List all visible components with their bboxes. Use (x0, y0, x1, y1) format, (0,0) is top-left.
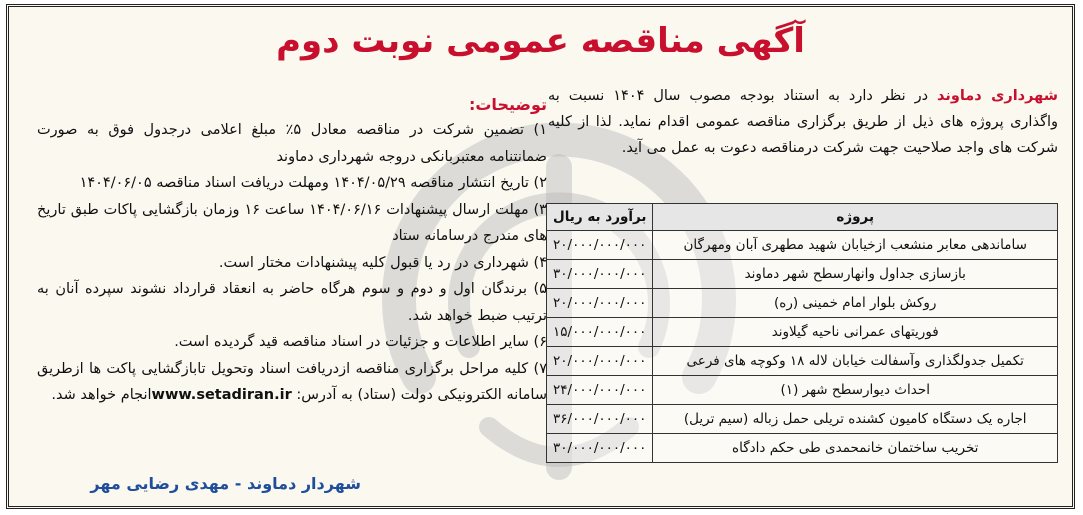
table-row (547, 231, 1058, 260)
project-name: بازسازی جداول وانهارسطح شهر دماوند (653, 260, 1058, 289)
table-row (547, 405, 1058, 434)
notes-column (37, 93, 547, 409)
intro-text: در نظر دارد به استناد بودجه مصوب سال ۱۴۰۴ نسبت به واگذاری پروژه های ذیل از طریق برگزاری مناقصه عمومی اقدام نماید. لذا از کلیه شرکت های واجد صلاحیت جهت شرکت درمناقصه دعوت به عمل می آید. (548, 88, 1058, 156)
signature: شهردار دماوند - مهدی رضایی مهر (90, 474, 361, 493)
header-project: پروژه (653, 204, 1058, 231)
project-name: روکش بلوار امام خمینی (ره) (653, 289, 1058, 318)
intro-paragraph (548, 83, 1058, 161)
project-amount: ۲۴/۰۰۰/۰۰۰/۰۰۰ (547, 376, 653, 405)
note-7-text: ۷) کلیه مراحل برگزاری مناقصه ازدریافت اسناد وتحویل تابازگشایی پاکت ها ازطریق سامانه الکترونیکی دولت (ستاد) به آدرس: (37, 360, 547, 403)
project-name: اجاره یک دستگاه کامیون کشنده تریلی حمل زباله (سیم تریل) (653, 405, 1058, 434)
intro-column (548, 83, 1058, 161)
table-row (547, 347, 1058, 376)
setadiran-url: www.setadiran.ir (151, 387, 292, 403)
header-estimate: برآورد به ریال (547, 204, 653, 231)
notice-title: آگهی مناقصه عمومی نوبت دوم (276, 21, 805, 61)
project-amount: ۳۶/۰۰۰/۰۰۰/۰۰۰ (547, 405, 653, 434)
note-item: ۳) مهلت ارسال پیشنهادات ۱۴۰۴/۰۶/۱۶ ساعت ۱۶ وزمان بازگشایی پاکات طبق تاریخ های مندرج درسامانه ستاد (37, 201, 547, 244)
table-header-row (547, 204, 1058, 231)
project-amount: ۳۰/۰۰۰/۰۰۰/۰۰۰ (547, 434, 653, 463)
project-name: احداث دیوارسطح شهر (۱) (653, 376, 1058, 405)
project-name: تکمیل جدولگذاری وآسفالت خیابان لاله ۱۸ وکوچه های فرعی (653, 347, 1058, 376)
table-row (547, 318, 1058, 347)
municipality-name: شهرداری دماوند (937, 88, 1058, 104)
table-row (547, 260, 1058, 289)
project-amount: ۱۵/۰۰۰/۰۰۰/۰۰۰ (547, 318, 653, 347)
table-row (547, 376, 1058, 405)
note-item: ۱) تضمین شرکت در مناقصه معادل ۵٪ مبلغ اعلامی درجدول فوق به صورت ضمانتنامه معتبربانکی دروجه شهرداری دماوند (37, 122, 547, 165)
table-row (547, 434, 1058, 463)
project-name: فوریتهای عمرانی ناحیه گیلاوند (653, 318, 1058, 347)
project-amount: ۳۰/۰۰۰/۰۰۰/۰۰۰ (547, 260, 653, 289)
note-item-7 (37, 356, 547, 409)
projects-table (546, 203, 1058, 463)
notice-frame (6, 4, 1075, 509)
notes-title: توضیحات: (468, 95, 547, 114)
note-item: ۲) تاریخ انتشار مناقصه ۱۴۰۴/۰۵/۲۹ ومهلت دریافت اسناد مناقصه ۱۴۰۴/۰۶/۰۵ (79, 175, 547, 191)
note-item: ۶) سایر اطلاعات و جزئیات در اسناد مناقصه قید گردیده است. (174, 334, 547, 350)
project-amount: ۲۰/۰۰۰/۰۰۰/۰۰۰ (547, 289, 653, 318)
project-amount: ۲۰/۰۰۰/۰۰۰/۰۰۰ (547, 347, 653, 376)
project-amount: ۲۰/۰۰۰/۰۰۰/۰۰۰ (547, 231, 653, 260)
project-name: ساماندهی معابر منشعب ازخیابان شهید مطهری آبان ومهرگان (653, 231, 1058, 260)
project-name: تخریب ساختمان خانمحمدی طی حکم دادگاه (653, 434, 1058, 463)
note-7-end: انجام خواهد شد. (51, 387, 152, 403)
note-item: ۴) شهرداری در رد یا قبول کلیه پیشنهادات مختار است. (218, 254, 547, 271)
note-item: ۵) برندگان اول و دوم و سوم هرگاه حاضر به انعقاد قرارداد نشوند سپرده آنان به ترتیب ضبط خواهد شد. (37, 281, 547, 324)
table-row (547, 289, 1058, 318)
